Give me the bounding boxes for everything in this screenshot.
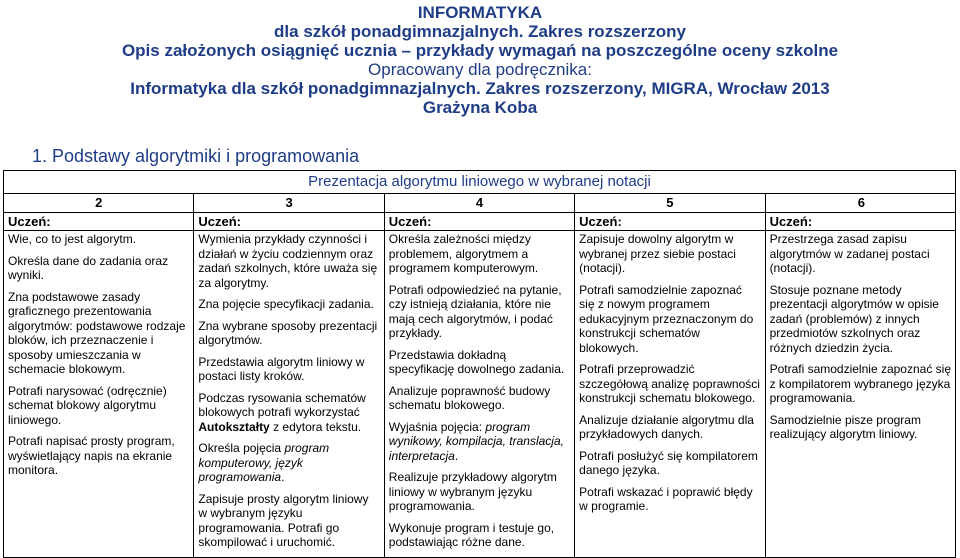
student-label: Uczeń:: [575, 213, 765, 231]
requirement: Potrafi przeprowadzić szczegółową analizę poprawności konstrukcji schematu blokowego.: [579, 362, 760, 405]
header-description: Opis założonych osiągnięć ucznia – przykłady wymagań na poszczególne oceny szkolne: [121, 41, 839, 60]
grade-header: 3: [194, 194, 384, 213]
requirement: Stosuje poznane metody prezentacji algorytmów w opisie zadań (problemów) z innych przedmiotów szkolnych oraz różnych dziedzin życia.: [769, 282, 939, 355]
requirement: Określa zależności między problemem, algorytmem a programem komputerowym.: [388, 232, 539, 275]
requirement: Samodzielnie pisze program realizujący algorytm liniowy.: [769, 412, 921, 441]
requirement: Potrafi samodzielnie zapoznać się z nowym programem edukacyjnym przeznaczonym do konstrukcji schematów blokowych.: [579, 282, 754, 355]
grade-3-requirements: [194, 231, 384, 558]
header-title: INFORMATYKA: [417, 3, 543, 22]
requirement: Zapisuje prosty algorytm liniowy w wybranym języku programowania. Potrafi go skompilować i uruchomić.: [198, 491, 369, 549]
student-label: Uczeń:: [765, 213, 955, 231]
header-prepared-for: Opracowany dla podręcznika:: [368, 60, 592, 79]
requirement: Wyjaśnia pojęcia: program wynikowy, kompilacja, translacja, interpretacja.: [388, 419, 564, 463]
requirement: Realizuje przykładowy algorytm liniowy w wybranym języku programowania.: [388, 470, 557, 513]
grade-2-requirements: [4, 231, 194, 558]
grade-header: 4: [384, 194, 574, 213]
requirement: Potrafi narysować (odręcznie) schemat blokowy algorytmu liniowego.: [8, 383, 167, 427]
requirement: Zna podstawowe zasady graficznego prezentowania algorytmów: podstawowe rodzaje bloków, ich przeznaczenie i sposoby umieszczania w schemacie blokowym.: [8, 289, 186, 376]
requirement: Analizuje działanie algorytmu dla przykładowych danych.: [579, 412, 754, 441]
requirement: Zna wybrane sposoby prezentacji algorytmów.: [198, 318, 378, 347]
requirements-table: [3, 170, 956, 558]
requirement: Podczas rysowania schematów blokowych potrafi wykorzystać Autokształty z edytora tekstu.: [198, 390, 366, 434]
requirement: Potrafi napisać prosty program, wyświetlający napis na ekranie monitora.: [8, 434, 175, 477]
requirement: Potrafi wskazać i poprawić błędy w programie.: [579, 484, 753, 513]
requirement: Wie, co to jest algorytm.: [8, 232, 137, 246]
grade-header: 2: [4, 194, 194, 213]
grade-header: 6: [765, 194, 955, 213]
requirement: Określa dane do zadania oraz wyniki.: [8, 253, 169, 282]
table-caption: Prezentacja algorytmu liniowego w wybranej notacji: [4, 171, 956, 194]
requirement: Potrafi odpowiedzieć na pytanie, czy istnieją działania, które nie mają cech algorytmów, i podać przykłady.: [388, 282, 562, 340]
requirement: Przestrzega zasad zapisu algorytmów w zadanej postaci (notacji).: [769, 232, 930, 275]
requirement: Określa pojęcia program komputerowy, język programowania.: [198, 441, 330, 484]
header-subtitle: dla szkół ponadgimnazjalnych. Zakres rozszerzony: [274, 22, 686, 41]
requirement: Analizuje poprawność budowy schematu blokowego.: [388, 383, 551, 412]
requirement: Przedstawia dokładną specyfikację dowolnego zadania.: [388, 347, 565, 376]
requirement: Wymienia przykłady czynności i działań w życiu codziennym oraz zadań szkolnych, które uważa się za algorytmy.: [198, 232, 378, 290]
requirement: Potrafi posłużyć się kompilatorem danego języka.: [579, 448, 758, 477]
grade-header: 5: [575, 194, 765, 213]
grade-5-requirements: [575, 231, 765, 558]
grade-6-requirements: [765, 231, 955, 558]
header-author: Grażyna Koba: [422, 98, 538, 117]
student-label: Uczeń:: [384, 213, 574, 231]
requirement: Zapisuje dowolny algorytm w wybranej przez siebie postaci (notacji).: [579, 232, 736, 275]
section-title: 1. Podstawy algorytmiki i programowania: [32, 146, 360, 166]
requirement: Przedstawia algorytm liniowy w postaci listy kroków.: [198, 354, 365, 383]
requirement: Wykonuje program i testuje go, podstawiając różne dane.: [388, 520, 555, 549]
requirement: Potrafi samodzielnie zapoznać się z kompilatorem wybranego języka programowania.: [769, 362, 951, 405]
header-textbook: Informatyka dla szkół ponadgimnazjalnych. Zakres rozszerzony, MIGRA, Wrocław 2013: [130, 79, 830, 98]
grade-4-requirements: [384, 231, 574, 558]
requirement: Zna pojęcie specyfikacji zadania.: [198, 297, 374, 311]
student-label: Uczeń:: [4, 213, 194, 231]
student-label: Uczeń:: [194, 213, 384, 231]
